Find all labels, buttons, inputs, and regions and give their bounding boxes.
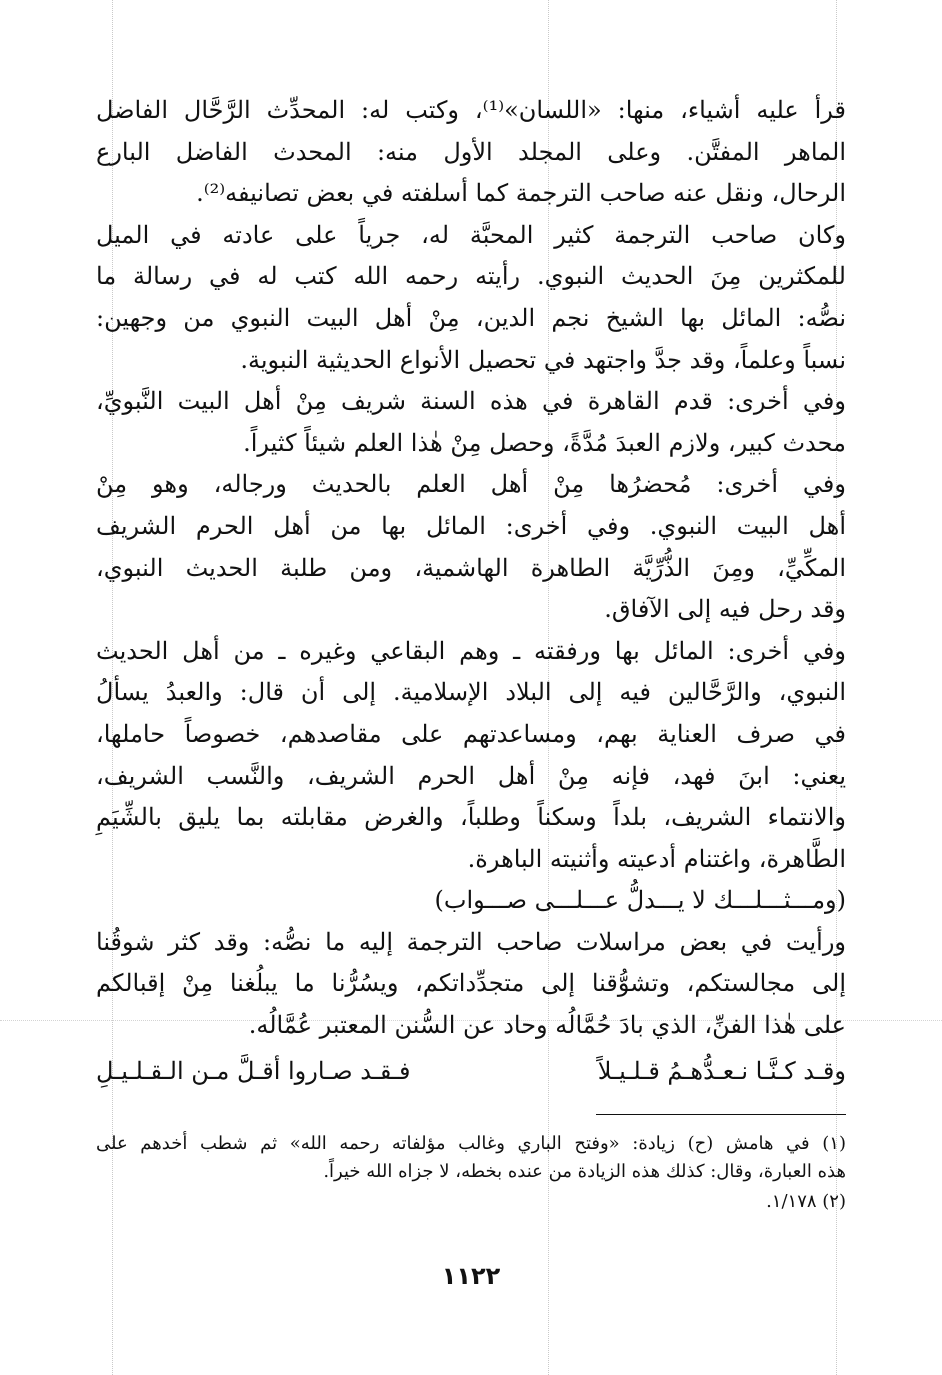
- text-line: وقد رحل فيه إلى الآفاق.: [604, 595, 846, 624]
- text-line: أهل البيت النبوي. وفي أخرى: المائل بها من أهل الحرم الشريف: [96, 511, 846, 540]
- footnote-line: (١) في هامش (ح) زيادة: «وفتح الباري وغالب مؤلفاته رحمه الله» ثم شطب أخدهم على: [96, 1133, 846, 1154]
- footnotes: [96, 1130, 846, 1218]
- footnote-2: [96, 1188, 846, 1216]
- text-line: المكِّيِّ، ومِنَ الذُّرِّيَّة الطاهرة الهاشمية، ومن طلبة الحديث النبوي،: [96, 553, 846, 582]
- page-number: ١١٢٢: [441, 1262, 501, 1290]
- text-line: وفي أخرى: مُحضرُها مِنْ أهل العلم بالحديث ورجاله، وهو مِنْ: [96, 470, 846, 499]
- text-line: قرأ عليه أشياء، منها: «اللسان»⁽¹⁾، وكتب له: المحدِّث الرَّحَّال الفاضل: [96, 96, 846, 124]
- text-line: النبوي، والرَّحَّالين فيه إلى البلاد الإسلامية. إلى أن قال: والعبدُ يسألُ: [96, 678, 846, 707]
- footnote-separator: [596, 1114, 846, 1115]
- footnote-1: [96, 1130, 846, 1186]
- text-line: الماهر المفتَّن. وعلى المجلد الأول منه: المحدث الفاضل البارع: [96, 137, 846, 166]
- text-line: محدث كبير، ولازم العبدَ مُدَّةً، وحصل مِنْ هٰذا العلم شيئاً كثيراً.: [243, 428, 846, 457]
- text-line: وكان صاحب الترجمة كثير المحبَّة له، جرياً على عادته في الميل: [96, 220, 846, 249]
- text-line: وفي أخرى: المائل بها ورفقته ـ وهم البقاعي وغيره ـ من أهل الحديث: [96, 636, 846, 665]
- verse-first-hemistich: وقـد كـنَّـا نـعـدُّهـمُ قـلـيـلاً: [597, 1056, 846, 1085]
- main-text: [96, 90, 846, 1092]
- text-line: للمكثرين مِنَ الحديث النبوي. رأيته رحمه الله كتب له في رسالة ما: [96, 262, 846, 291]
- paragraph-3: [96, 381, 846, 464]
- text-line: الرحال، ونقل عنه صاحب الترجمة كما أسلفته في بعض تصانيفه⁽²⁾.: [196, 179, 846, 208]
- text-line: إلى مجالستكم، وتشوُّقنا إلى متجدِّداتكم، ويسُرُّنا ما يبلُغنا مِنْ إقبالكم: [96, 969, 846, 998]
- footnote-line: هذه العبارة، وقال: كذلك هذه الزيادة من عنده بخطه، لا جزاه الله خيراً.: [323, 1161, 846, 1182]
- text-line: يعني: ابنَ فهد، فإنه مِنْ أهل الحرم الشريف، والنَّسب الشريف،: [96, 761, 846, 790]
- footnote-line: (٢) ١/١٧٨.: [766, 1191, 846, 1212]
- paragraph-6: [96, 922, 846, 1047]
- text-line: نصُّه: المائل بها الشيخ نجم الدين، مِنْ أهل البيت النبوي من وجهين:: [96, 303, 846, 332]
- text-line: على هٰذا الفنِّ، الذي بادَ حُمَّالُه وحاد عن السُّنن المعتبر عُمَّالُه.: [248, 1011, 846, 1040]
- verse-second-hemistich: فـقـد صـاروا أقـلَّ مـن الـقـلـيـلِ: [96, 1056, 411, 1085]
- paragraph-1: [96, 90, 846, 215]
- text-line: نسباً وعلماً، وقد جدَّ واجتهد في تحصيل الأنواع الحديثية النبوية.: [240, 345, 846, 374]
- text-line: الطَّاهرة، واغتنام أدعيته وأثنيته الباهرة.: [467, 844, 846, 873]
- text-line: ورأيت في بعض مراسلات صاحب الترجمة إليه ما نصُّه: وقد كثر شوقُنا: [96, 927, 846, 956]
- paragraph-2: [96, 215, 846, 381]
- poetry-verse: [96, 1051, 846, 1093]
- centered-quote-line: (ومـــثـــلـــك لا يـــدلُّ عـــلـــى صـــواب): [434, 886, 846, 915]
- text-line: في صرف العناية بهم، ومساعدتهم على مقاصدهم، خصوصاً حاملها،: [96, 719, 846, 748]
- paragraph-4: [96, 464, 846, 630]
- text-line: والانتماء الشريف، بلداً وسكناً وطلباً، والغرض مقابلته بما يليق بالشِّيَمِ: [96, 803, 846, 832]
- text-line: وفي أخرى: قدم القاهرة في هذه السنة شريف مِنْ أهل البيت النَّبويِّ،: [96, 387, 846, 416]
- paragraph-5: [96, 631, 846, 881]
